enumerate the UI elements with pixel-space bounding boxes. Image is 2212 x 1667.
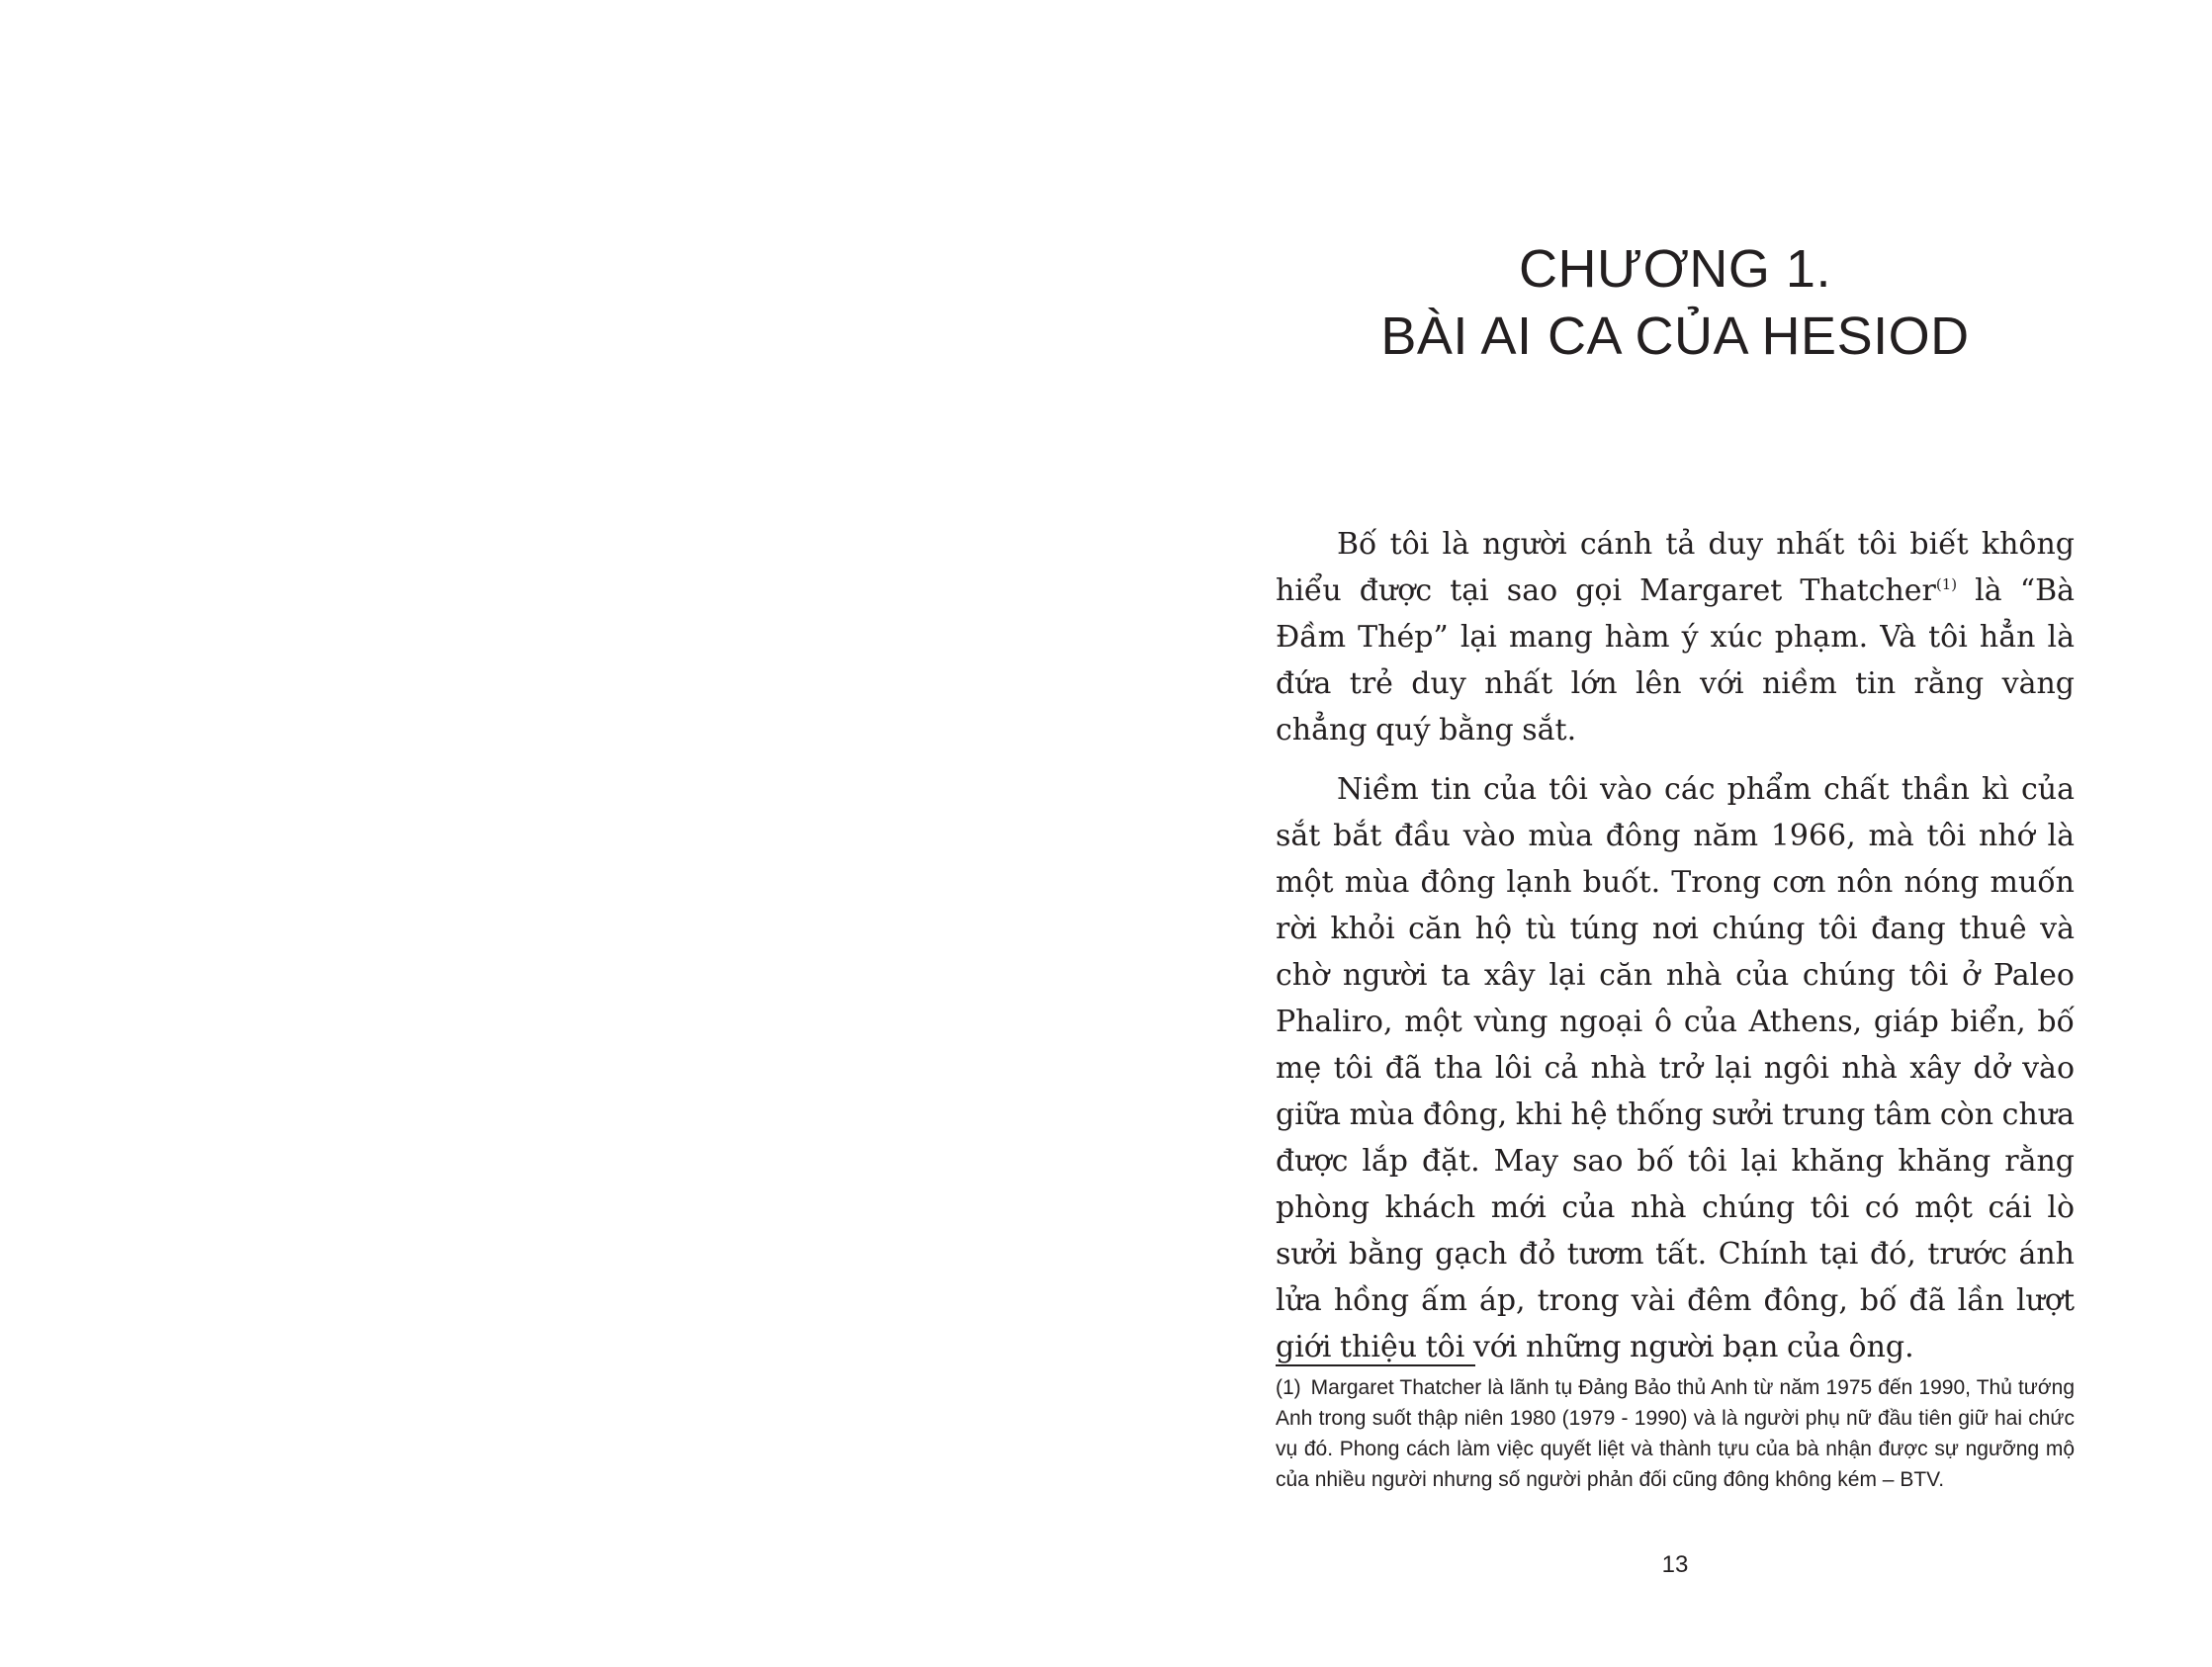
chapter-heading: [1276, 235, 2075, 370]
page-number: 13: [1661, 1551, 1689, 1578]
footnote-reference: (1): [1935, 575, 1958, 593]
chapter-title: BÀI AI CA CỦA HESIOD: [1380, 307, 1970, 366]
footnote-text: Margaret Thatcher là lãnh tụ Đảng Bảo thủ Anh từ năm 1975 đến 1990, Thủ tướng Anh trong suốt thập niên 1980 (1979 - 1990) và là người phụ nữ đầu tiên giữ hai chức vụ đó. Phong cách làm việc quyết liệt và thành tựu của bà nhận được sự ngưỡng mộ của nhiều người nhưng số người phản đối cũng đông không kém – BTV.: [1276, 1376, 2075, 1491]
footnote: [1276, 1372, 2075, 1495]
chapter-number: CHƯƠNG 1.: [1519, 239, 1831, 299]
paragraph-2: Niềm tin của tôi vào các phẩm chất thần kì của sắt bắt đầu vào mùa đông năm 1966, mà tôi nhớ là một mùa đông lạnh buốt. Trong cơn nôn nóng muốn rời khỏi căn hộ tù túng nơi chúng tôi đang thuê và chờ người ta xây lại căn nhà của chúng tôi ở Paleo Phaliro, một vùng ngoại ô của Athens, giáp biển, bố mẹ tôi đã tha lôi cả nhà trở lại ngôi nhà xây dở vào giữa mùa đông, khi hệ thống sưởi trung tâm còn chưa được lắp đặt. May sao bố tôi lại khăng khăng rằng phòng khách mới của nhà chúng tôi có một cái lò sưởi bằng gạch đỏ tươm tất. Chính tại đó, trước ánh lửa hồng ấm áp, trong vài đêm đông, bố đã lần lượt giới thiệu tôi với những người bạn của ông.: [1276, 772, 2075, 1364]
footnote-marker: (1): [1276, 1376, 1301, 1399]
paragraph-1: [1276, 521, 2075, 753]
body-text: [1276, 521, 2075, 1383]
paragraph-1-end: là “Bà Đầm Thép” lại mang hàm ý xúc phạm. Và tôi hẳn là đứa trẻ duy nhất lớn lên với niềm tin rằng vàng chẳng quý bằng sắt.: [1276, 573, 2075, 747]
footnote-divider: [1276, 1364, 1475, 1366]
paragraph-1-start: Bố tôi là người cánh tả duy nhất tôi biết không hiểu được tại sao gọi Margaret Thatcher: [1276, 527, 2075, 608]
